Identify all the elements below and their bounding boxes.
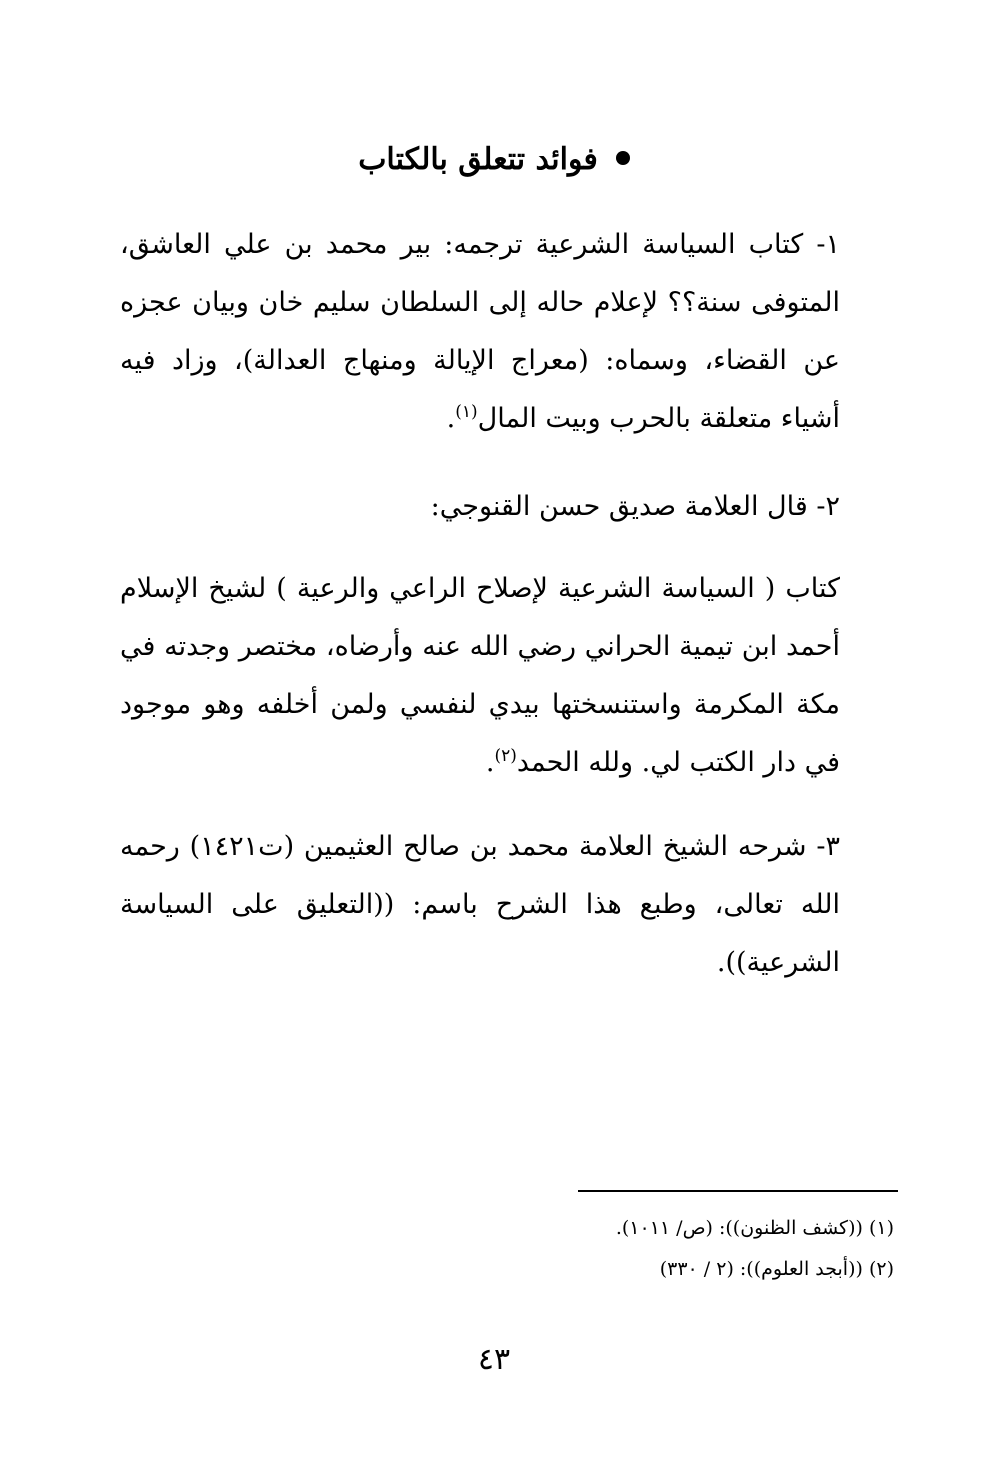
footnote-1: (١) ((كشف الظنون)): (ص/ ١٠١١). <box>615 1217 894 1239</box>
page-number: ٤٣ <box>477 1342 511 1377</box>
paragraph-1: ١- كتاب السياسة الشرعية ترجمه: بير محمد بن علي العاشق، المتوفى سنة؟؟ لإعلام حاله إلى السلطان سليم خان وبيان عجزه عن القضاء، وسماه: (معراج الإيالة ومنهاج العدالة)، وزاد فيه أشياء متعلقة بالحرب وبيت المال$^{(١)}$. <box>120 229 840 434</box>
footnote-2: (٢) ((أبجد العلوم)): (٢ / ٣٣٠) <box>659 1258 894 1280</box>
footnote-ref-1[interactable]: (١) <box>455 402 478 422</box>
paragraph-2-text: ٢- قال العلامة صديق حسن القنوجي: <box>430 491 840 522</box>
paragraph-2 <box>120 478 840 536</box>
paragraph-4-text: ٣- شرحه الشيخ العلامة محمد بن صالح العثيمين (ت١٤٢١) رحمه الله تعالى، وطبع هذا الشرح باسم: ((التعليق على السياسة الشرعية)). <box>120 831 840 978</box>
footnote-divider <box>578 1190 898 1192</box>
paragraph-1-text: ١- كتاب السياسة الشرعية ترجمه: بير محمد بن علي العاشق، المتوفى سنة؟؟ لإعلام حاله إلى السلطان سليم خان وبيان عجزه عن القضاء، وسماه: (معراج الإيالة ومنهاج العدالة)، وزاد فيه أشياء متعلقة بالحرب وبيت المال <box>120 229 840 434</box>
footnotes <box>474 1208 894 1290</box>
paragraph-3: كتاب ( السياسة الشرعية لإصلاح الراعي والرعية ) لشيخ الإسلام أحمد ابن تيمية الحراني رضي الله عنه وأرضاه، مختصر وجدته في مكة المكرمة واستنسختها بيدي لنفسي ولمن أخلفه وهو موجود في دار الكتب لي. ولله الحمد$^{(٢)}$. <box>120 573 840 778</box>
bullet-icon <box>616 151 630 165</box>
paragraph-4 <box>120 818 840 992</box>
section-heading-text: فوائد تتعلق بالكتاب <box>358 142 598 177</box>
paragraph-3-text: كتاب ( السياسة الشرعية لإصلاح الراعي والرعية ) لشيخ الإسلام أحمد ابن تيمية الحراني رضي الله عنه وأرضاه، مختصر وجدته في مكة المكرمة واستنسختها بيدي لنفسي ولمن أخلفه وهو موجود في دار الكتب لي. ولله الحمد <box>120 573 840 778</box>
footnote-ref-2[interactable]: (٢) <box>494 746 517 766</box>
section-heading <box>0 140 988 180</box>
